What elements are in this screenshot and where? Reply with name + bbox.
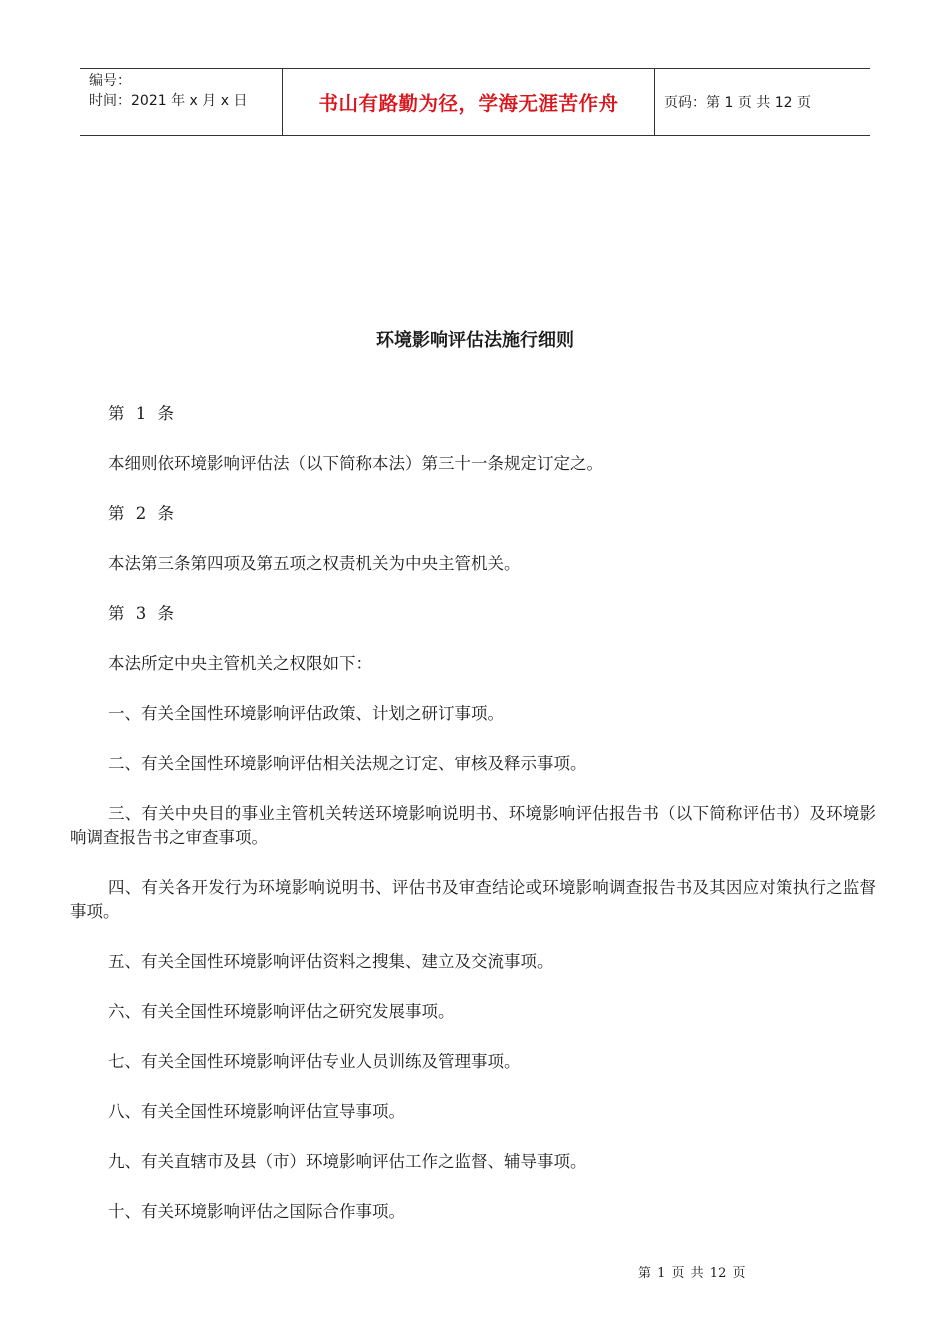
article-heading: 第 2 条	[108, 504, 177, 523]
header-left-cell	[80, 69, 282, 135]
paragraph: 十、有关环境影响评估之国际合作事项。	[108, 1202, 405, 1221]
paragraph: 五、有关全国性环境影响评估资料之搜集、建立及交流事项。	[108, 952, 554, 971]
document-date: 时间：2021 年 x 月 x 日	[89, 93, 248, 109]
header-page-number: 页码：第 1 页 共 12 页	[664, 95, 811, 111]
paragraph: 本细则依环境影响评估法（以下简称本法）第三十一条规定订定之。	[108, 454, 603, 473]
paragraph: 八、有关全国性环境影响评估宣导事项。	[108, 1102, 405, 1121]
page-footer: 第 1 页 共 12 页	[638, 1266, 746, 1281]
page-header	[80, 68, 870, 136]
document-title: 环境影响评估法施行细则	[376, 330, 574, 351]
paragraph: 三、有关中央目的事业主管机关转送环境影响说明书、环境影响评估报告书（以下简称评估书）及环境影响调查报告书之审查事项。	[70, 804, 876, 847]
document-number-label: 编号：	[89, 73, 131, 89]
paragraph: 六、有关全国性环境影响评估之研究发展事项。	[108, 1002, 455, 1021]
paragraph: 二、有关全国性环境影响评估相关法规之订定、审核及释示事项。	[108, 754, 587, 773]
paragraph: 七、有关全国性环境影响评估专业人员训练及管理事项。	[108, 1052, 521, 1071]
paragraph: 四、有关各开发行为环境影响说明书、评估书及审查结论或环境影响调查报告书及其因应对策执行之监督事项。	[70, 878, 876, 921]
paragraph: 九、有关直辖市及县（市）环境影响评估工作之监督、辅导事项。	[108, 1152, 587, 1171]
paragraph: 本法第三条第四项及第五项之权责机关为中央主管机关。	[108, 554, 521, 573]
document-body	[70, 402, 876, 1250]
paragraph: 一、有关全国性环境影响评估政策、计划之研订事项。	[108, 704, 504, 723]
header-motto: 书山有路勤为径，学海无涯苦作舟	[282, 69, 655, 135]
paragraph: 本法所定中央主管机关之权限如下：	[108, 654, 372, 673]
article-heading: 第 1 条	[108, 404, 177, 423]
article-heading: 第 3 条	[108, 604, 177, 623]
